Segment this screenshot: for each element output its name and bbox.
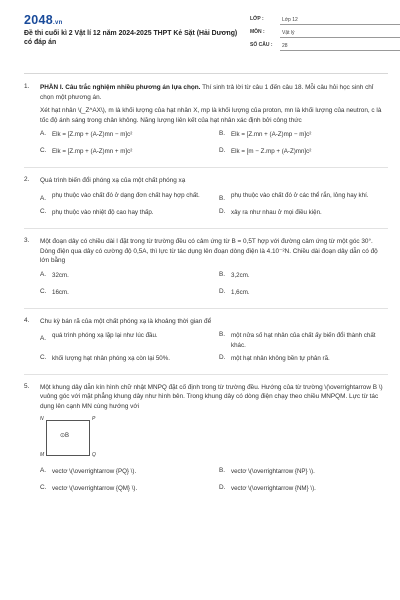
option-a[interactable]: A. Elk = [Z.mp + (A-Z)mn − m]c² <box>40 130 133 139</box>
document-title: Đề thi cuối kì 2 Vật lí 12 năm 2024-2025 THPT Kẻ Sặt (Hải Dương) có đáp án <box>24 30 238 47</box>
divider <box>24 308 388 309</box>
question-4: 4. Chu kỳ bán rã của một chất phóng xạ là khoảng thời gian để A. quá trình phóng xạ lặp lại như lúc đầu. B. một nửa số hạt nhân của chất ấy biến đổi thành chất khác. C. khối lượng hạt nhân phóng xạ còn lại 50%. D. một hạt nhân không bền tự phân rã. <box>24 317 388 368</box>
question-5: 5. Một khung dây dẫn kín hình chữ nhật MNPQ đặt cố định trong từ trường đều. Hướng của từ trường \(\overrightarrow B \) vuông góc với mặt phẳng khung dây như hình bên. Trong khung dây có dòng điện chạy theo chiều MNPQM. Lực từ tác dụng lên cạnh MN cùng hướng với N P M Q ⊙B A. vectơ \(\overrightarrow {PQ} \). B. vectơ \(\overrightarrow {NP} \). C. vectơ \(\overrightarrow {QM} \). D. vectơ \(\overrightarrow {NM} \). <box>24 383 388 498</box>
question-stem: Chu kỳ bán rã của một chất phóng xạ là khoảng thời gian để <box>40 317 212 325</box>
option-a[interactable]: A. phụ thuộc vào chất đó ở dạng đơn chất hay hợp chất. <box>40 192 200 203</box>
option-c[interactable]: C. khối lượng hạt nhân phóng xạ còn lại 50%. <box>40 353 170 362</box>
question-1: 1. PHẦN I. Câu trắc nghiệm nhiều phương án lựa chọn. Thí sinh trả lời từ câu 1 đến câu 18. Mỗi câu hỏi học sinh chỉ chọn một phương án. Xét hạt nhân \(_Z^AX\), m là khối lượng của hạt nhân X, mp là khối lượng của proton, mn là khối lượng của neutron, c là tốc độ ánh sáng trong chân không. Năng lượng liên kết của hạt nhân xác định bởi công thức A. Elk = [Z.mp + (A-Z)mn − m]c² B. Elk = [Z.mn + (A-Z)mp − m]c² C. Elk = [Z.mp + (A-Z)mn + m]c² D. Elk = [m − Z.mp + (A-Z)mn]c² <box>24 83 388 161</box>
exam-meta <box>250 13 400 52</box>
magnetic-field-icon: ⊙B <box>60 432 70 439</box>
divider <box>24 167 388 168</box>
corner-label-p: P <box>92 415 96 422</box>
subject-value: Vật lý <box>280 28 400 38</box>
option-b[interactable]: B. một nửa số hạt nhân của chất ấy biến đổi thành chất khác. <box>219 331 376 350</box>
option-a[interactable]: A. vectơ \(\overrightarrow {PQ} \). <box>40 466 137 475</box>
circuit-frame-diagram <box>40 416 100 462</box>
question-stem: Một khung dây dẫn kín hình chữ nhật MNPQ đặt cố định trong từ trường đều. Hướng của từ trường \(\overrightarrow B \) vuông góc với mặt phẳng khung dây như hình bên. Trong khung dây có dòng điện chạy theo chiều MNPQM. Lực từ tác dụng lên cạnh MN cùng hướng với <box>40 383 383 410</box>
corner-label-m: M <box>40 451 45 458</box>
option-b[interactable]: B. Elk = [Z.mn + (A-Z)mp − m]c² <box>219 130 312 139</box>
option-a[interactable]: A. 32cm. <box>40 270 69 279</box>
question-stem: Xét hạt nhân \(_Z^AX\), m là khối lượng của hạt nhân X, mp là khối lượng của proton, mn là khối lượng của neutron, c là tốc độ ánh sáng trong chân không. Năng lượng liên kết của hạt nhân xác định bởi công thức <box>40 107 382 124</box>
question-stem: Một đoạn dây có chiều dài l đặt trong từ trường đều có cảm ứng từ B = 0,5T hợp với đường cảm ứng từ một góc 30°. Dòng điện qua dây có cường độ 0,5A, thì lực từ tác dụng lên đoạn dòng điện là 4.10⁻²N. Chiều dài đoạn dây dẫn có độ lớn bằng <box>40 238 378 265</box>
question-count-value: 28 <box>280 41 400 51</box>
question-count-label: SỐ CÂU : <box>250 42 273 49</box>
option-d[interactable]: D. 1,6cm. <box>219 287 250 296</box>
class-label: LỚP : <box>250 16 264 23</box>
corner-label-q: Q <box>92 451 96 458</box>
option-d[interactable]: D. một hạt nhân không bền tự phân rã. <box>219 353 330 362</box>
option-c[interactable]: C. phụ thuộc vào nhiệt độ cao hay thấp. <box>40 208 154 217</box>
subject-label: MÔN : <box>250 29 265 36</box>
option-a[interactable]: A. quá trình phóng xạ lặp lại như lúc đầu. <box>40 332 158 343</box>
option-b[interactable]: B. phụ thuộc vào chất đó ở các thể rắn, lỏng hay khí. <box>219 192 369 203</box>
option-c[interactable]: C. 16cm. <box>40 287 69 296</box>
class-value: Lớp 12 <box>280 15 400 25</box>
option-d[interactable]: D. xảy ra như nhau ở mọi điều kiện. <box>219 208 322 217</box>
divider <box>24 228 388 229</box>
option-c[interactable]: C. Elk = [Z.mp + (A-Z)mn + m]c² <box>40 147 133 156</box>
option-c[interactable]: C. vectơ \(\overrightarrow {QM} \). <box>40 483 138 492</box>
option-d[interactable]: D. vectơ \(\overrightarrow {NM} \). <box>219 483 316 492</box>
header <box>24 0 388 74</box>
question-3: 3. Một đoạn dây có chiều dài l đặt trong từ trường đều có cảm ứng từ B = 0,5T hợp với đường cảm ứng từ một góc 30°. Dòng điện qua dây có cường độ 0,5A, thì lực từ tác dụng lên đoạn dòng điện là 4.10⁻²N. Chiều dài đoạn dây dẫn có độ lớn bằng A. 32cm. B. 3,2cm. C. 16cm. D. 1,6cm. <box>24 237 388 302</box>
question-stem: Quá trình biến đổi phóng xạ của một chất phóng xạ <box>40 177 186 185</box>
option-d[interactable]: D. Elk = [m − Z.mp + (A-Z)mn]c² <box>219 147 312 156</box>
question-2: 2. Quá trình biến đổi phóng xạ của một chất phóng xạ A. phụ thuộc vào chất đó ở dạng đơn chất hay hợp chất. B. phụ thuộc vào chất đó ở các thể rắn, lỏng hay khí. C. phụ thuộc vào nhiệt độ cao hay thấp. D. xảy ra như nhau ở mọi điều kiện. <box>24 176 388 222</box>
divider <box>24 374 388 375</box>
part-title: PHẦN I. Câu trắc nghiệm nhiều phương án lựa chọn. <box>40 84 201 91</box>
option-b[interactable]: B. 3,2cm. <box>219 270 250 279</box>
site-logo[interactable]: 2048.vn <box>24 13 63 27</box>
corner-label-n: N <box>40 415 44 422</box>
questions-list <box>24 74 388 498</box>
option-b[interactable]: B. vectơ \(\overrightarrow {NP} \). <box>219 466 315 475</box>
